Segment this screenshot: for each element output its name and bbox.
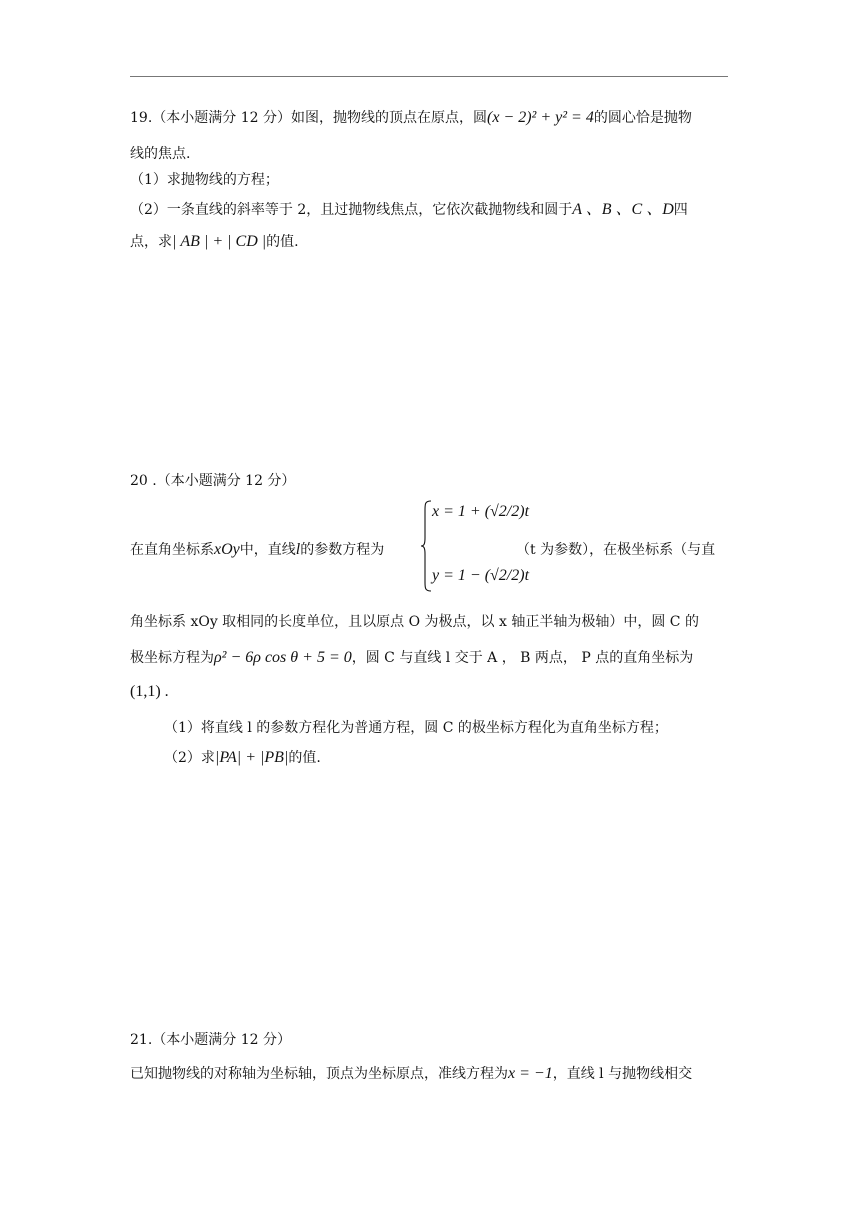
q20-l3-a: 极坐标方程为 (130, 650, 214, 666)
q20-l3-b: ，圆 C 与直线 l 交于 A ， B 两点， P 点的直角坐标为 (351, 650, 694, 666)
q20-part2-end: 的值. (288, 750, 321, 766)
q20-l-var: l (295, 541, 301, 558)
q20-line4 (130, 682, 169, 702)
q21-l1-b: ，直线 l 与抛物线相交 (552, 1066, 693, 1082)
q20-l1-b: 中，直线 (239, 542, 296, 558)
q20-l1-a: 在直角坐标系 (130, 542, 214, 558)
q20-part2-expression: |PA| + |PB| (214, 749, 289, 766)
q19-line4-end: 的值. (266, 234, 299, 250)
q20-part1: （1）将直线 l 的参数方程化为普通方程，圆 C 的极坐标方程化为直角坐标方程； (164, 720, 668, 736)
q19-line4 (130, 232, 299, 252)
equation-y (432, 566, 529, 586)
header-rule (130, 76, 728, 77)
equation-x (432, 502, 529, 522)
q21-directrix: x = −1 (508, 1065, 553, 1082)
q20-point-p: (1,1) . (130, 683, 169, 700)
q20-line3 (130, 648, 693, 668)
q19-circle-equation: (x − 2)² + y² = 4 (486, 109, 594, 126)
q20-header: 20 .（本小题满分 12 分） (130, 473, 296, 489)
q20-line1-left (130, 540, 384, 560)
q19-expression: | AB | + | CD | (172, 233, 267, 250)
q21-line1 (130, 1064, 692, 1084)
q19-intro-end: 的圆心恰是抛物 (593, 110, 692, 126)
q20-l1-c: 的参数方程为 (300, 542, 385, 558)
q21-header: 21.（本小题满分 12 分） (130, 1032, 291, 1048)
system-brace-icon (420, 500, 432, 592)
q20-part2 (164, 748, 321, 768)
q19-part2-end: 四 (673, 202, 688, 218)
q20-xoy: xOy (214, 541, 240, 558)
q19-part2 (130, 200, 688, 220)
q20-line2: 角坐标系 xOy 取相同的长度单位，且以原点 O 为极点，以 x 轴正半轴为极轴）中，圆 C 的 (130, 614, 699, 630)
q20-polar-equation: ρ² − 6ρ cos θ + 5 = 0 (214, 649, 352, 666)
q20-part2-text: （2）求 (164, 750, 215, 766)
q19-intro: 19.（本小题满分 12 分）如图，抛物线的顶点在原点，圆 (130, 110, 487, 126)
eq-y-text: y = 1 − (√2/2)t (432, 567, 530, 584)
q20-line1-right: （t 为参数），在极坐标系（与直 (516, 542, 716, 558)
q19-part2-text: （2）一条直线的斜率等于 2，且过抛物线焦点，它依次截抛物线和圆于 (130, 202, 573, 218)
eq-x-text: x = 1 + (√2/2)t (432, 503, 530, 520)
q21-l1-a: 已知抛物线的对称轴为坐标轴，顶点为坐标原点，准线方程为 (130, 1066, 508, 1082)
q19-line4-text: 点，求 (130, 234, 172, 250)
q19-line1 (130, 108, 692, 128)
q19-points: A 、B 、C 、D (572, 201, 674, 218)
q19-line2: 线的焦点. (130, 146, 191, 162)
q19-part1: （1）求抛物线的方程； (130, 172, 279, 188)
